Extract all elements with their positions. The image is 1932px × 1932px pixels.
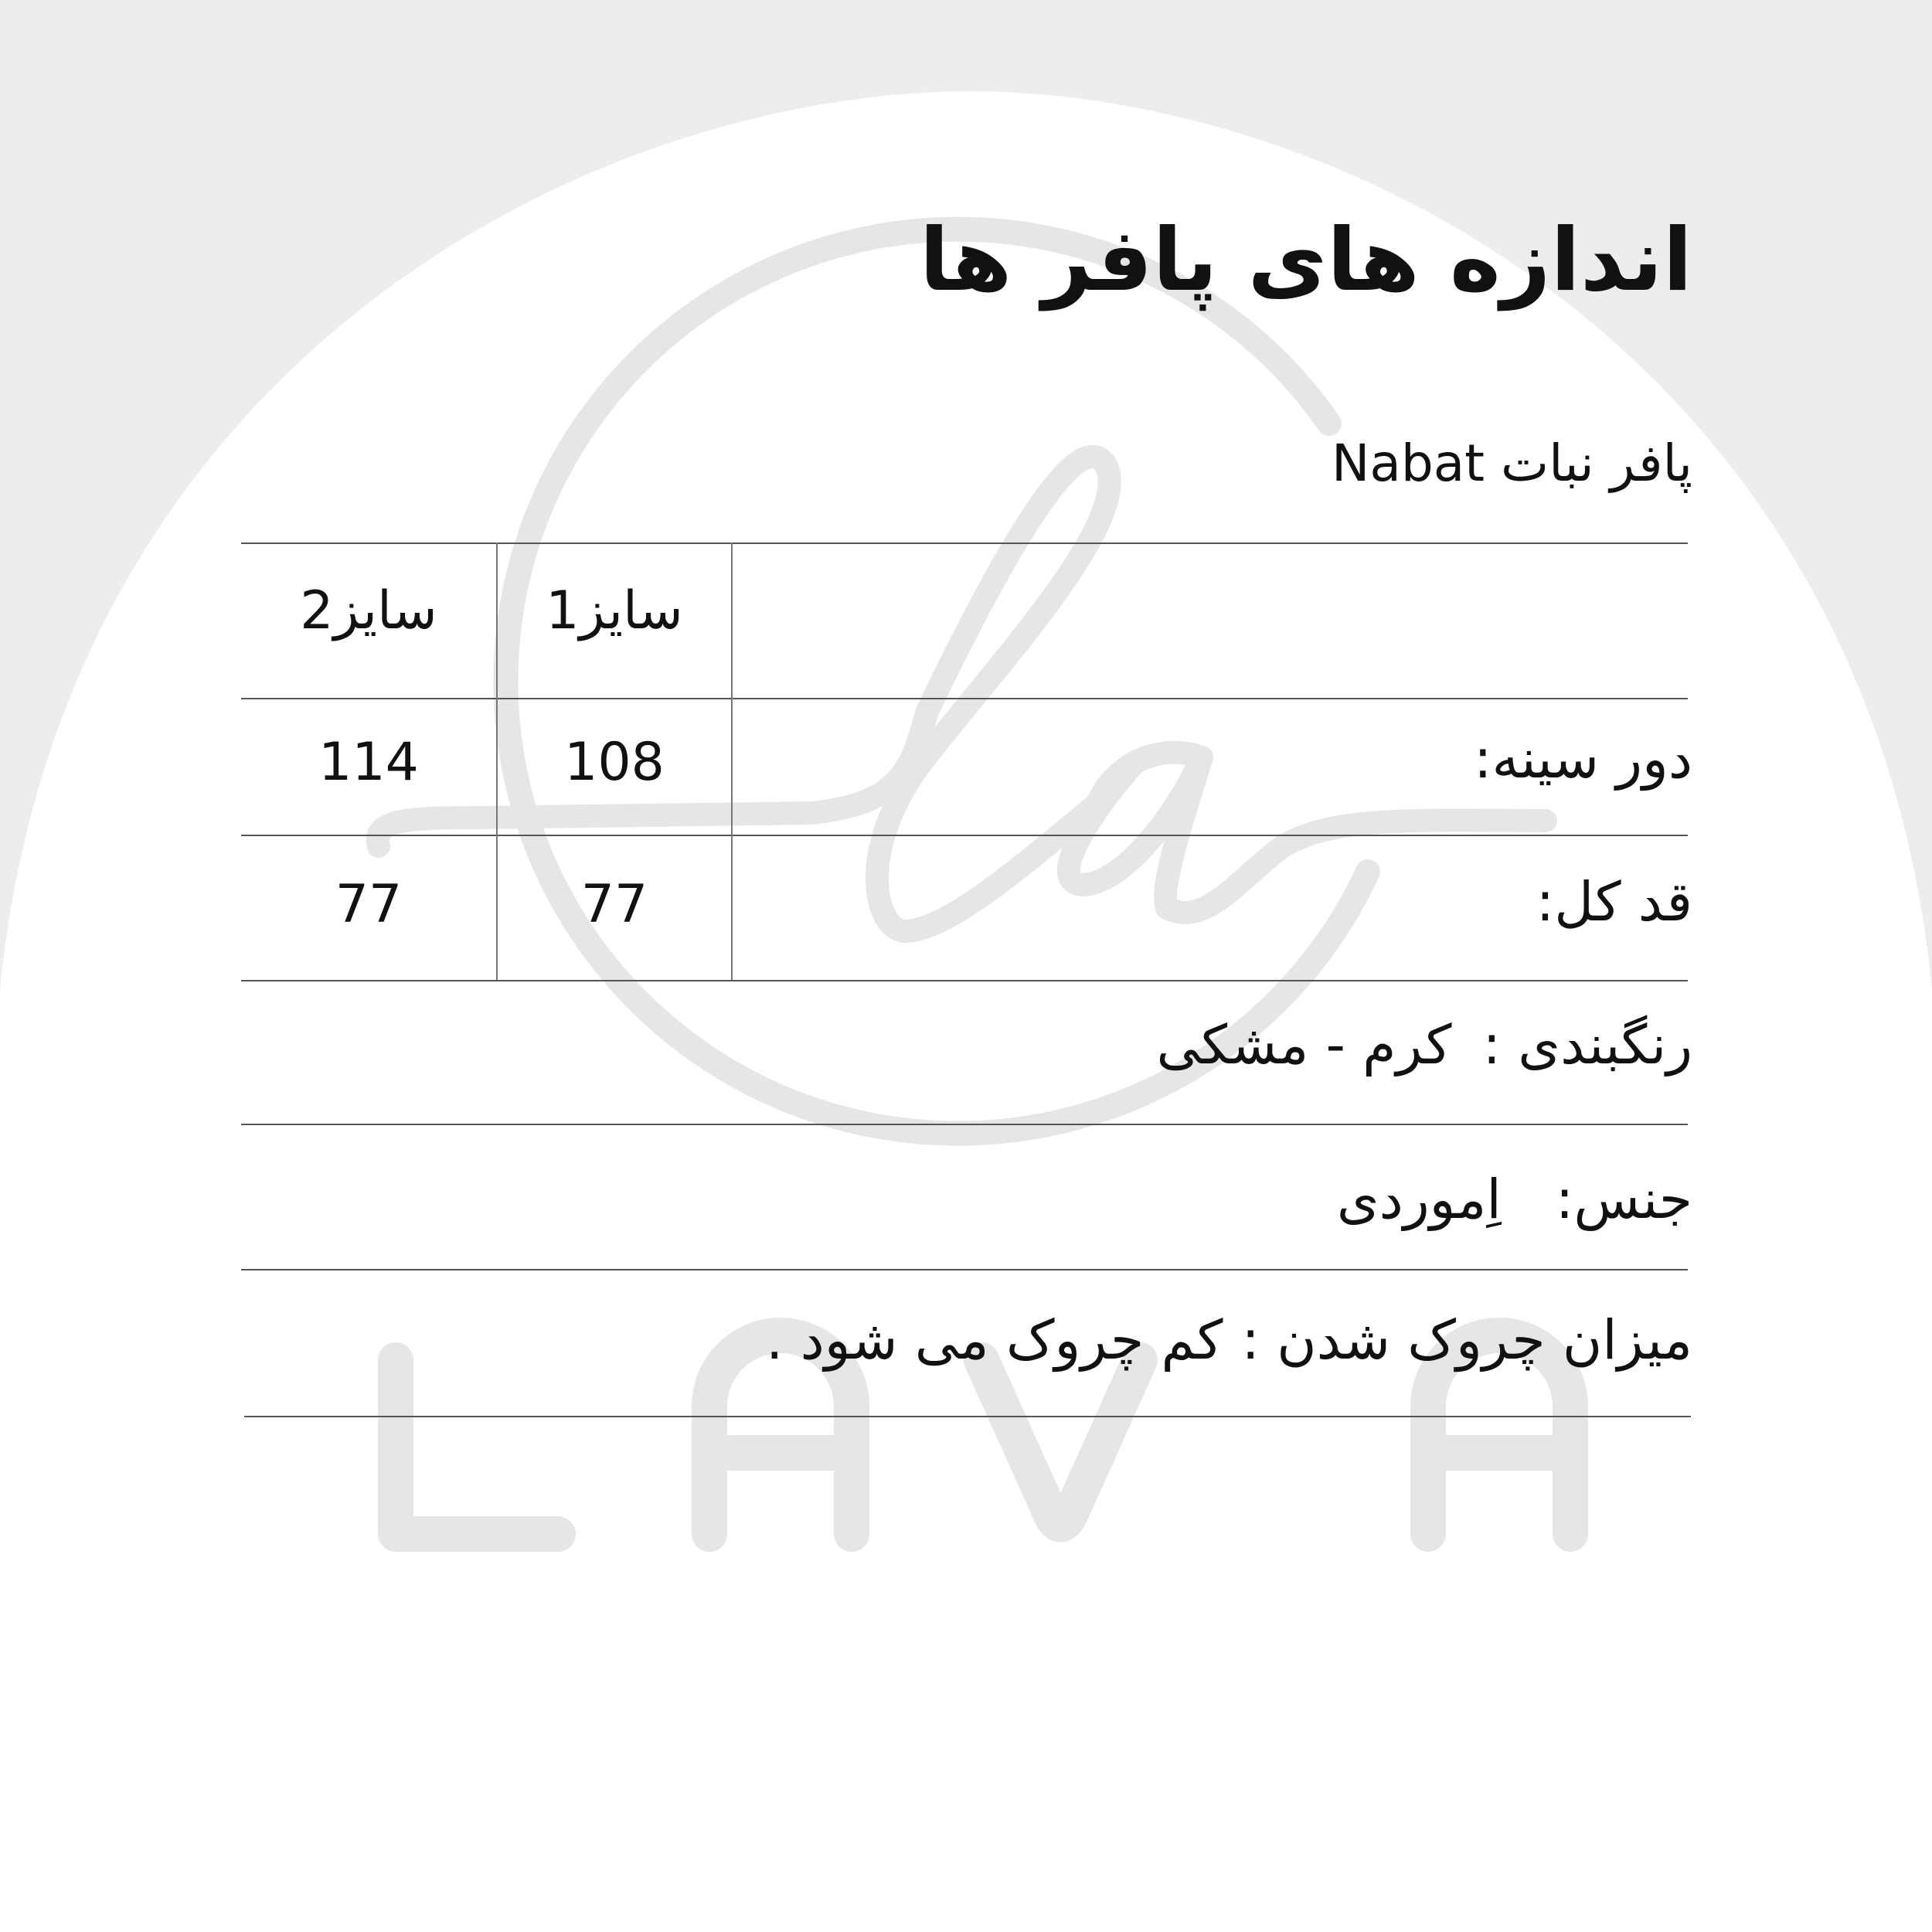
detail-wrinkle-label: میزان چروک شدن : [1241, 1308, 1692, 1372]
chest-size2-value: 114 [318, 732, 419, 793]
detail-colors-label: رنگبندی : [1482, 1013, 1692, 1077]
detail-material-value: اِموردی [1336, 1168, 1502, 1231]
table-column-divider [731, 543, 733, 980]
chest-size1-value: 108 [564, 732, 665, 793]
row-label-chest: دور سینه: [1473, 727, 1692, 791]
table-bottom-border [241, 980, 1688, 981]
length-size1-value: 77 [580, 874, 648, 935]
detail-material [1337, 1167, 1692, 1232]
detail-colors [1156, 1012, 1692, 1077]
detail-wrinkle-value: کم چروک می شود . [766, 1308, 1223, 1372]
detail-divider [244, 1416, 1691, 1417]
table-row-divider [241, 698, 1688, 699]
detail-wrinkle [766, 1308, 1692, 1372]
column-header-size2: سایز2 [300, 580, 437, 641]
product-name: پافر نبات Nabat [1332, 434, 1692, 493]
detail-material-label: جنس: [1555, 1168, 1692, 1231]
detail-colors-value: کرم - مشکی [1156, 1013, 1452, 1077]
detail-divider [241, 1124, 1688, 1125]
detail-divider [241, 1269, 1688, 1270]
table-top-border [241, 543, 1688, 544]
length-size2-value: 77 [335, 874, 403, 935]
table-row-divider [241, 835, 1688, 836]
column-header-size1: سایز1 [546, 580, 683, 641]
page-title: اندازه های پافر ها [919, 210, 1692, 311]
white-arch-panel [0, 91, 1932, 1932]
row-label-length: قد کل: [1536, 870, 1692, 934]
